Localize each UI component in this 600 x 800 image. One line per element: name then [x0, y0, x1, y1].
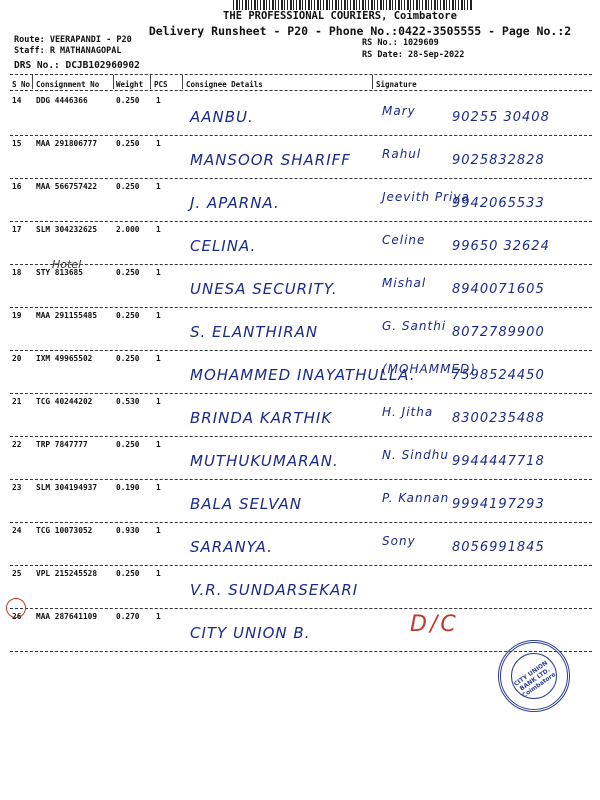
recipient-signature: G. Santhi	[382, 319, 447, 333]
recipient-phone: 9994197293	[452, 497, 545, 512]
consignee-name: CELINA.	[190, 237, 257, 255]
col-weight: Weight	[116, 80, 144, 89]
row-weight: 0.250	[116, 354, 140, 363]
row-weight: 0.250	[116, 182, 140, 191]
row-weight: 0.250	[116, 268, 140, 277]
col-divider	[32, 75, 33, 89]
row-sno: 16	[12, 182, 22, 191]
row-pcs: 1	[156, 483, 161, 492]
consignee-name: MOHAMMED INAYATHULLA.	[190, 366, 416, 384]
row-consignment: MAA 291155485	[36, 311, 98, 320]
row-divider	[10, 307, 592, 308]
consignee-name: CITY UNION B.	[190, 624, 311, 642]
rs-number: RS No.: 1029609	[362, 38, 439, 48]
row-weight: 2.000	[116, 225, 140, 234]
company-title: THE PROFESSIONAL COURIERS, Coimbatore	[223, 10, 457, 22]
recipient-phone: 8056991845	[452, 540, 545, 555]
row-pcs: 1	[156, 139, 161, 148]
col-divider	[372, 75, 373, 89]
row-sno: 22	[12, 440, 22, 449]
col-consignment: Consignment No	[36, 80, 100, 89]
barcode	[233, 0, 473, 10]
row-sno: 14	[12, 96, 22, 105]
recipient-signature: N. Sindhu	[382, 448, 449, 462]
recipient-signature: Mary	[382, 104, 416, 118]
row-consignment: STY 813685	[36, 268, 83, 277]
row-sno: 25	[12, 569, 22, 578]
row-consignment: MAA 291806777	[36, 139, 98, 148]
row-consignment: IXM 49965502	[36, 354, 93, 363]
row-pcs: 1	[156, 397, 161, 406]
row-sno: 21	[12, 397, 22, 406]
row-weight: 0.250	[116, 139, 140, 148]
row-consignment: TRP 7847777	[36, 440, 88, 449]
consignee-name: V.R. SUNDARSEKARI	[190, 581, 359, 599]
row-pcs: 1	[156, 354, 161, 363]
consignee-name: BRINDA KARTHIK	[190, 409, 333, 427]
col-pcs: PCS	[154, 80, 168, 89]
bank-stamp	[498, 640, 570, 712]
row-consignment: VPL 215245528	[36, 569, 98, 578]
row-divider	[10, 135, 592, 136]
row-divider	[10, 350, 592, 351]
recipient-signature: H. Jitha	[382, 405, 434, 419]
row-consignment: TCG 40244202	[36, 397, 93, 406]
row-sno: 24	[12, 526, 22, 535]
consignee-name: UNESA SECURITY.	[190, 280, 338, 298]
row-sno: 26	[12, 612, 22, 621]
row-weight: 0.530	[116, 397, 140, 406]
header-top-rule	[10, 74, 592, 75]
recipient-signature: P. Kannan	[382, 491, 450, 505]
row-divider	[10, 565, 592, 566]
row-consignment: MAA 287641109	[36, 612, 98, 621]
row-consignment: SLM 304232625	[36, 225, 98, 234]
recipient-phone: 90255 30408	[452, 110, 550, 125]
drs-number: DRS No.: DCJB102960902	[14, 60, 140, 71]
row-pcs: 1	[156, 311, 161, 320]
row-weight: 0.250	[116, 96, 140, 105]
row-divider	[10, 436, 592, 437]
row-consignment: MAA 566757422	[36, 182, 98, 191]
row-sno: 23	[12, 483, 22, 492]
row-divider	[10, 178, 592, 179]
consignee-name: SARANYA.	[190, 538, 273, 556]
row-sno: 18	[12, 268, 22, 277]
recipient-signature: Mishal	[382, 276, 427, 290]
row-pcs: 1	[156, 268, 161, 277]
bank-stamp-text: CITY UNION BANK LTD. Coimbatore	[512, 659, 558, 700]
recipient-signature: Celine	[382, 233, 426, 247]
row-pcs: 1	[156, 526, 161, 535]
row-pcs: 1	[156, 96, 161, 105]
row-sno: 19	[12, 311, 22, 320]
col-divider	[113, 75, 114, 89]
row-divider	[10, 608, 592, 609]
consignee-name: MUTHUKUMARAN.	[190, 452, 339, 470]
row-pcs: 1	[156, 612, 161, 621]
row-sno: 20	[12, 354, 22, 363]
recipient-phone: 8300235488	[452, 411, 545, 426]
row-sno: 17	[12, 225, 22, 234]
row-divider	[10, 264, 592, 265]
recipient-phone: 9025832828	[452, 153, 545, 168]
consignee-name: J. APARNA.	[190, 194, 280, 212]
row-divider	[10, 522, 592, 523]
recipient-signature: Rahul	[382, 147, 422, 161]
row-pcs: 1	[156, 182, 161, 191]
rs-date: RS Date: 28-Sep-2022	[362, 50, 465, 60]
row-consignment: DDG 4446366	[36, 96, 88, 105]
recipient-phone: 8940071605	[452, 282, 545, 297]
consignee-name: BALA SELVAN	[190, 495, 302, 513]
row-divider	[10, 479, 592, 480]
consignee-name: S. ELANTHIRAN	[190, 323, 319, 341]
row17-note: Hotel	[52, 258, 82, 271]
recipient-phone: 7598524450	[452, 368, 545, 383]
row-weight: 0.250	[116, 440, 140, 449]
recipient-phone: 99650 32624	[452, 239, 550, 254]
row-weight: 0.190	[116, 483, 140, 492]
recipient-signature: (MOHAMMED)	[382, 362, 476, 376]
row-weight: 0.930	[116, 526, 140, 535]
row-pcs: 1	[156, 440, 161, 449]
header-bottom-rule	[10, 90, 592, 91]
route-label: Route: VEERAPANDI - P20	[14, 35, 132, 45]
col-sno: S No	[12, 80, 31, 89]
recipient-phone: 8072789900	[452, 325, 545, 340]
row-pcs: 1	[156, 569, 161, 578]
row-divider	[10, 651, 592, 652]
recipient-phone: 9944447718	[452, 454, 545, 469]
col-divider	[150, 75, 151, 89]
row-consignment: TCG 10073052	[36, 526, 93, 535]
recipient-phone: 9942065533	[452, 196, 545, 211]
row-weight: 0.270	[116, 612, 140, 621]
row-divider	[10, 221, 592, 222]
row25-circle-mark	[6, 598, 26, 618]
col-consignee: Consignee Details	[186, 80, 263, 89]
consignee-name: AANBU.	[190, 108, 254, 126]
recipient-signature: Sony	[382, 534, 416, 548]
staff-label: Staff: R MATHANAGOPAL	[14, 46, 122, 56]
col-divider	[182, 75, 183, 89]
row-divider	[10, 393, 592, 394]
row-pcs: 1	[156, 225, 161, 234]
recipient-signature: Jeevith Priya	[382, 190, 470, 204]
row25-dc-mark: D/C	[410, 612, 459, 637]
row-sno: 15	[12, 139, 22, 148]
consignee-name: MANSOOR SHARIFF	[190, 151, 351, 169]
row-consignment: SLM 304194937	[36, 483, 98, 492]
row-weight: 0.250	[116, 569, 140, 578]
row-weight: 0.250	[116, 311, 140, 320]
col-signature: Signature	[376, 80, 417, 89]
runsheet-title: Delivery Runsheet - P20 - Phone No.:0422-3505555 - Page No.:2	[148, 24, 572, 38]
